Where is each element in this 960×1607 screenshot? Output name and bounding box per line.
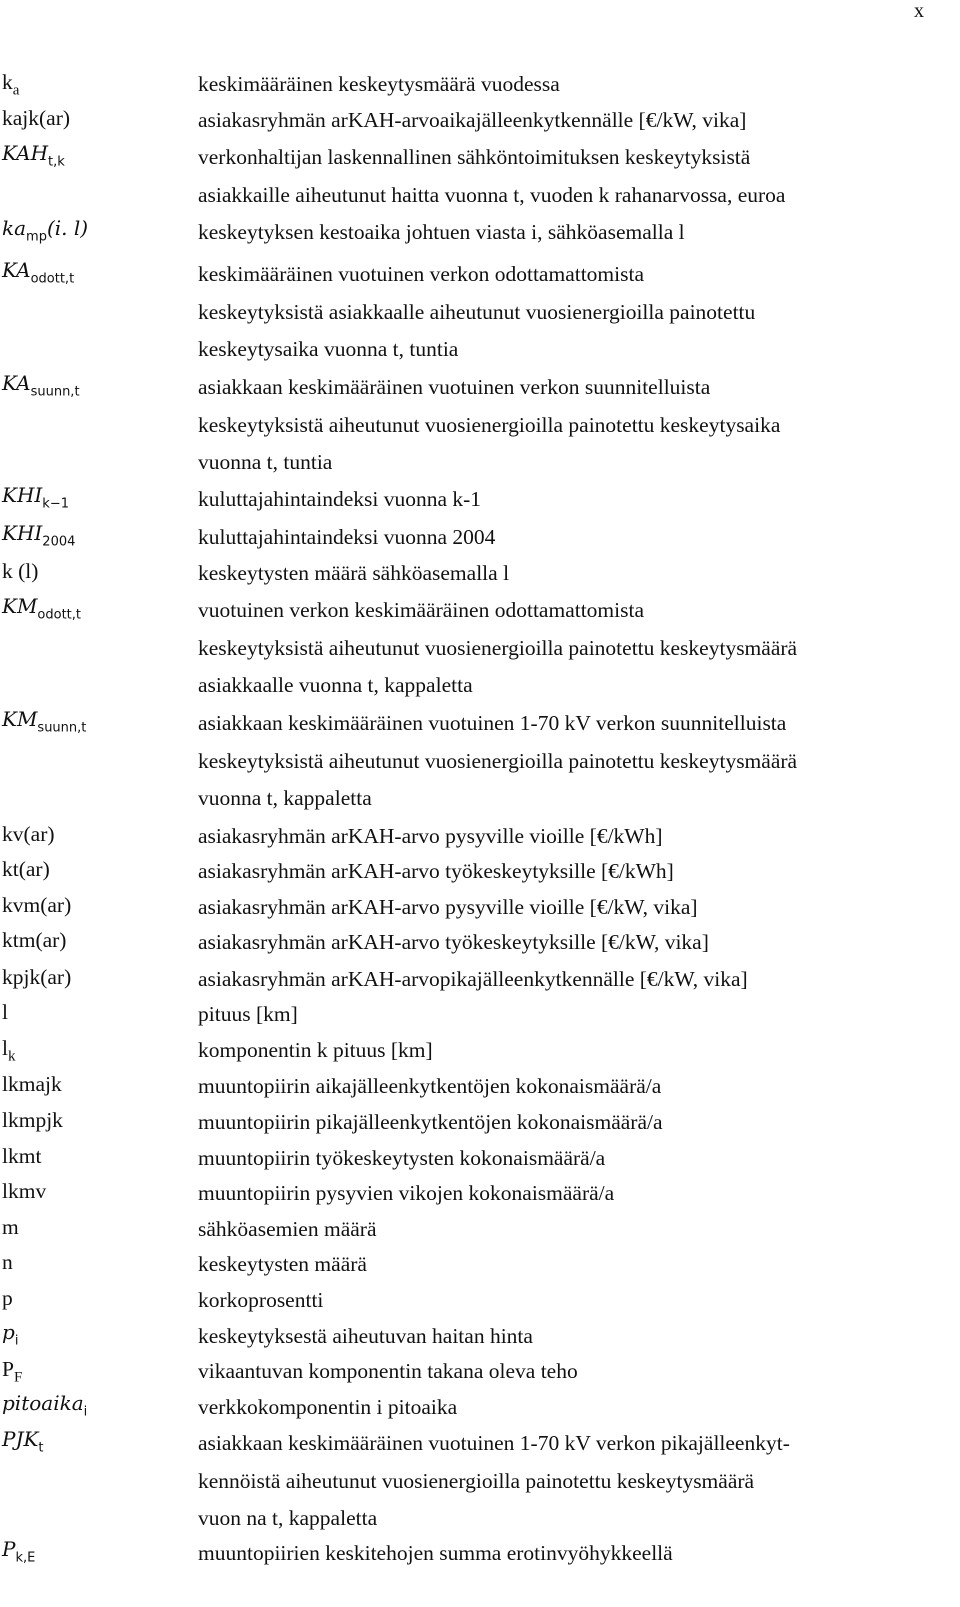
description: [198, 705, 952, 818]
symbol: [2, 1144, 41, 1169]
symbol: [2, 594, 81, 622]
symbol-main: KM: [2, 594, 38, 618]
description-line: asiakasryhmän arKAH-arvopikajälleenkytkennälle [€/kW, vika]: [198, 967, 748, 991]
symbol: [2, 521, 75, 549]
symbol-main: l: [2, 1036, 8, 1060]
symbol: [2, 483, 69, 511]
symbol: [2, 857, 50, 882]
description: [198, 1140, 952, 1178]
description: [198, 1318, 952, 1356]
symbol-main: kv(ar): [2, 822, 55, 846]
symbol: [2, 106, 70, 131]
description-line: korkoprosentti: [198, 1288, 324, 1312]
symbol: [2, 1072, 62, 1097]
symbol: [2, 70, 19, 99]
description-line: verkkokomponentin i pitoaika: [198, 1395, 458, 1419]
description: [198, 853, 952, 891]
symbol-main: k: [2, 70, 13, 94]
page-marker: x: [914, 0, 924, 22]
symbol-main: P: [2, 1357, 14, 1381]
description-line: muuntopiirien keskitehojen summa erotinvyöhykkeellä: [198, 1541, 673, 1565]
symbol-subscript: k: [7, 1048, 16, 1065]
description-line: asiakkaan keskimääräinen vuotuinen 1-70 kV verkon suunnitelluista: [198, 711, 787, 735]
symbol-subscript: t: [38, 1440, 44, 1456]
description-line: kuluttajahintaindeksi vuonna k-1: [198, 487, 482, 511]
description-line: komponentin k pituus [km]: [198, 1038, 433, 1062]
description-line: keskeytyksen kestoaika johtuen viasta i, sähköasemalla l: [198, 220, 685, 244]
symbol-subscript: 2004: [42, 534, 76, 550]
description: [198, 66, 952, 104]
description: [198, 1389, 952, 1427]
symbol: [2, 1427, 44, 1455]
description-line: verkonhaltijan laskennallinen sähköntoimituksen keskeytyksistä: [198, 145, 751, 169]
symbol: [2, 1179, 46, 1204]
description-line: vikaantuvan komponentin takana oleva teho: [198, 1359, 578, 1383]
symbol-main: m: [2, 1215, 19, 1239]
description: [198, 1211, 952, 1249]
symbol-subscript: k−1: [42, 496, 69, 512]
symbol: [2, 1320, 18, 1348]
description: [198, 1032, 952, 1070]
description-line: keskeytysaika vuonna t, tuntia: [198, 337, 459, 361]
description: [198, 961, 952, 999]
description-line: sähköasemien määrä: [198, 1217, 377, 1241]
symbol: [2, 216, 88, 244]
symbol-suffix: (i. l): [46, 216, 89, 240]
symbol: [2, 707, 86, 735]
symbol: [2, 1108, 63, 1133]
symbol-subscript: suunn,t: [37, 720, 87, 736]
symbol: [2, 258, 74, 286]
description-line: asiakkaan keskimääräinen vuotuinen verkon suunnitelluista: [198, 375, 711, 399]
description-line: keskeytyksestä aiheutuvan haitan hinta: [198, 1324, 533, 1348]
symbol: [2, 1000, 8, 1025]
description: [198, 592, 952, 705]
description-line: asiakasryhmän arKAH-arvo työkeskeytyksille [€/kWh]: [198, 859, 674, 883]
symbol: [2, 1250, 13, 1275]
symbol: [2, 1537, 35, 1565]
description-line: muuntopiirin pysyvien vikojen kokonaismäärä/a: [198, 1181, 615, 1205]
description-line: keskeytyksistä aiheutunut vuosienergioilla painotettu keskeytysaika: [198, 412, 781, 437]
description-line: asiakkaan keskimääräinen vuotuinen 1-70 kV verkon pikajälleenkyt-: [198, 1431, 790, 1455]
symbol-main: KA: [2, 371, 31, 395]
description: [198, 1246, 952, 1284]
symbol-main: PJK: [2, 1427, 39, 1451]
description: [198, 519, 952, 557]
description-line: muuntopiirin aikajälleenkytkentöjen kokonaismäärä/a: [198, 1074, 662, 1098]
description: [198, 555, 952, 593]
description: [198, 996, 952, 1034]
symbol: [2, 371, 80, 399]
description-line: keskeytysten määrä: [198, 1252, 367, 1276]
symbol: [2, 1391, 87, 1419]
symbol-main: lkmv: [2, 1179, 47, 1203]
symbol-main: kt(ar): [2, 857, 50, 881]
description-line: asiakkaalle vuonna t, kappaletta: [198, 673, 473, 697]
description-line: vuon na t, kappaletta: [198, 1506, 378, 1530]
description: [198, 1282, 952, 1320]
symbol: [2, 965, 71, 990]
symbol-main: KM: [2, 707, 38, 731]
description-line: asiakasryhmän arKAH-arvo työkeskeytyksille [€/kW, vika]: [198, 930, 709, 954]
description-line: keskeytysten määrä sähköasemalla l: [198, 561, 510, 585]
symbol-subscript: a: [12, 82, 20, 99]
description-line: muuntopiirin työkeskeytysten kokonaismäärä/a: [198, 1146, 606, 1170]
description: [198, 139, 952, 214]
symbol-main: lkmajk: [2, 1072, 62, 1096]
description: [198, 1425, 952, 1538]
symbol-main: p: [2, 1286, 13, 1310]
description-line: keskimääräinen vuotuinen verkon odottamattomista: [198, 262, 645, 286]
description: [198, 889, 952, 927]
description: [198, 256, 952, 369]
symbol-subscript: k,E: [15, 1550, 36, 1566]
description: [198, 924, 952, 962]
symbol-subscript: i: [14, 1333, 19, 1349]
symbol-subscript: suunn,t: [30, 384, 80, 400]
symbol-main: KHI: [2, 483, 43, 507]
symbol-main: p: [2, 1320, 15, 1344]
symbol: [2, 1036, 15, 1065]
symbol: [2, 1215, 19, 1240]
description-line: keskeytyksistä aiheutunut vuosienergioilla painotettu keskeytysmäärä: [198, 748, 798, 773]
symbol: [2, 559, 38, 584]
description-line: muuntopiirin pikajälleenkytkentöjen kokonaismäärä/a: [198, 1110, 663, 1134]
symbol-main: pitoaika: [2, 1391, 84, 1415]
symbol: [2, 1286, 13, 1311]
symbol-main: lkmpjk: [2, 1108, 63, 1132]
description-line: asiakasryhmän arKAH-arvo pysyville vioille [€/kW, vika]: [198, 895, 698, 919]
description-line: keskeytyksistä aiheutunut vuosienergioilla painotettu keskeytysmäärä: [198, 635, 798, 660]
symbol-subscript: odott,t: [37, 607, 82, 623]
description-line: vuonna t, kappaletta: [198, 786, 372, 810]
description-line: kennöistä aiheutunut vuosienergioilla painotettu keskeytysmäärä: [198, 1468, 755, 1493]
description-line: asiakasryhmän arKAH-arvo pysyville vioille [€/kWh]: [198, 824, 663, 848]
symbol: [2, 822, 55, 847]
description: [198, 818, 952, 856]
description: [198, 102, 952, 140]
symbol: [2, 928, 66, 953]
description-line: vuotuinen verkon keskimääräinen odottamattomista: [198, 598, 645, 622]
symbol: [2, 893, 71, 918]
symbol-main: KAH: [2, 141, 49, 165]
symbol-main: KHI: [2, 521, 43, 545]
description: [198, 1353, 952, 1391]
description: [198, 481, 952, 519]
description: [198, 1535, 952, 1573]
description: [198, 214, 952, 252]
symbol-main: kajk(ar): [2, 106, 71, 130]
description: [198, 1104, 952, 1142]
symbol-main: ktm(ar): [2, 928, 67, 952]
symbol: [2, 1357, 22, 1386]
symbol-subscript: i: [83, 1404, 88, 1420]
description-line: asiakkaille aiheutunut haitta vuonna t, vuoden k rahanarvossa, euroa: [198, 182, 786, 207]
description-line: keskimääräinen keskeytysmäärä vuodessa: [198, 72, 560, 96]
symbol-main: P: [2, 1537, 16, 1561]
symbol-main: lkmt: [2, 1144, 42, 1168]
symbol: [2, 141, 65, 169]
symbol-main: KA: [2, 258, 31, 282]
symbol-main: kpjk(ar): [2, 965, 72, 989]
description-line: kuluttajahintaindeksi vuonna 2004: [198, 525, 496, 549]
symbol-subscript: mp: [26, 229, 47, 245]
description-line: pituus [km]: [198, 1002, 298, 1026]
description-line: asiakasryhmän arKAH-arvoaikajälleenkytkennälle [€/kW, vika]: [198, 108, 747, 132]
description-line: vuonna t, tuntia: [198, 450, 333, 474]
description-line: keskeytyksistä asiakkaalle aiheutunut vuosienergioilla painotettu: [198, 299, 756, 324]
description: [198, 1175, 952, 1213]
symbol-main: l: [2, 1000, 8, 1024]
description: [198, 369, 952, 482]
symbol-main: ka: [2, 216, 27, 240]
symbol-main: k (l): [2, 559, 39, 583]
symbol-main: n: [2, 1250, 13, 1274]
symbol-subscript: odott,t: [30, 271, 75, 287]
description: [198, 1068, 952, 1106]
symbol-subscript: t,k: [48, 154, 65, 170]
symbol-subscript: F: [13, 1369, 23, 1386]
symbol-main: kvm(ar): [2, 893, 72, 917]
